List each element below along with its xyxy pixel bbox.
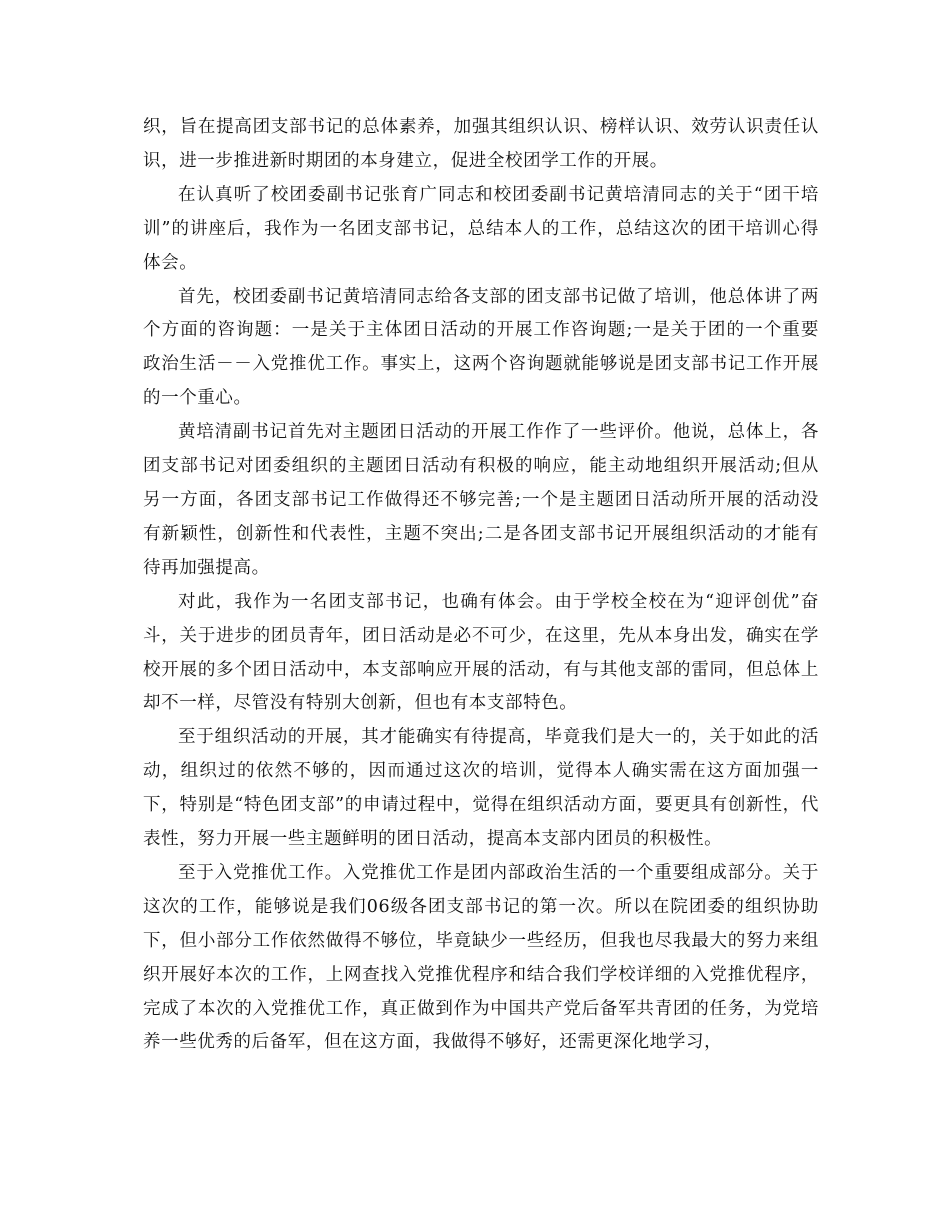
paragraph: 对此，我作为一名团支部书记，也确有体会。由于学校全校在为“迎评创优”奋斗，关于进步的团员青年，团日活动是必不可少，在这里，先从本身出发，确实在学校开展的多个团日活动中，本支部响应开展的活动，有与其他支部的雷同，但总体上却不一样，尽管没有特别大创新，但也有本支部特色。 — [143, 591, 819, 714]
paragraph: 至于组织活动的开展，其才能确实有待提高，毕竟我们是大一的，关于如此的活动，组织过的依然不够的，因而通过这次的培训，觉得本人确实需在这方面加强一下，特别是“特色团支部”的申请过程中，觉得在组织活动方面，要更具有创新性，代表性，努力开展一些主题鲜明的团日活动，提高本支部内团员的积极性。 — [143, 727, 819, 850]
document-body — [143, 111, 819, 1060]
paragraph: 黄培清副书记首先对主题团日活动的开展工作作了一些评价。他说，总体上，各团支部书记对团委组织的主题团日活动有积极的响应，能主动地组织开展活动;但从另一方面，各团支部书记工作做得还不够完善;一个是主题团日活动所开展的活动没有新颖性，创新性和代表性，主题不突出;二是各团支部书记开展组织活动的才能有待再加强提高。 — [143, 422, 819, 578]
paragraph: 首先，校团委副书记黄培清同志给各支部的团支部书记做了培训，他总体讲了两个方面的咨询题：一是关于主体团日活动的开展工作咨询题;一是关于团的一个重要政治生活－－入党推优工作。事实上，这两个咨询题就能够说是团支部书记工作开展的一个重心。 — [143, 286, 819, 409]
paragraph-continuation: 织，旨在提高团支部书记的总体素养，加强其组织认识、榜样认识、效劳认识责任认识，进一步推进新时期团的本身建立，促进全校团学工作的开展。 — [143, 117, 819, 171]
paragraph: 至于入党推优工作。入党推优工作是团内部政治生活的一个重要组成部分。关于这次的工作，能够说是我们06级各团支部书记的第一次。所以在院团委的组织协助下，但小部分工作依然做得不够位，毕竟缺少一些经历，但我也尽我最大的努力来组织开展好本次的工作，上网查找入党推优程序和结合我们学校详细的入党推优程序，完成了本次的入党推优工作，真正做到作为中国共产党后备军共青团的任务，为党培养一些优秀的后备军，但在这方面，我做得不够好，还需更深化地学习， — [143, 862, 819, 1053]
paragraph: 在认真听了校团委副书记张育广同志和校团委副书记黄培清同志的关于“团干培训”的讲座后，我作为一名团支部书记，总结本人的工作，总结这次的团干培训心得体会。 — [143, 184, 819, 273]
